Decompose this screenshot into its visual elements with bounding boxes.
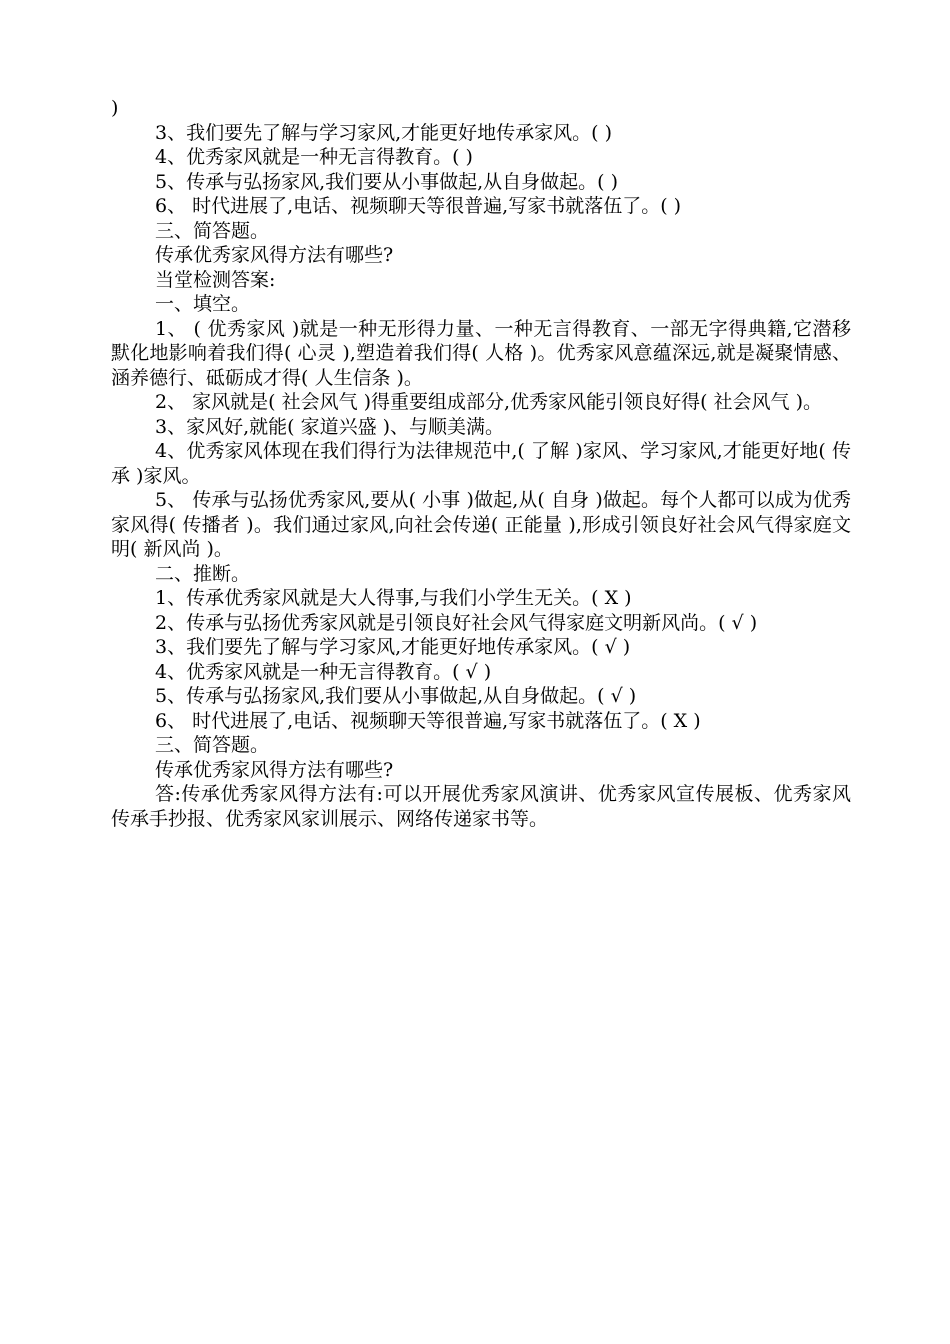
answer-judgment-6: 6、 时代进展了,电话、视频聊天等很普遍,写家书就落伍了。( X ) — [155, 709, 701, 732]
judgment-item-4: 4、优秀家风就是一种无言得教育。( ) — [155, 146, 473, 168]
answer-fill-4: 4、优秀家风体现在我们得行为法律规范中,( 了解 )家风、学习家风,才能更好地( 传承 )家风。 — [111, 440, 851, 487]
section-heading-short-answer: 三、简答题。 — [155, 219, 270, 242]
short-answer-question: 传承优秀家风得方法有哪些? — [155, 244, 394, 266]
judgment-item-6: 6、 时代进展了,电话、视频聊天等很普遍,写家书就落伍了。( ) — [155, 195, 682, 217]
answer-fill-2: 2、 家风就是( 社会风气 )得重要组成部分,优秀家风能引领良好得( 社会风气 )。 — [155, 391, 822, 413]
answer-judgment-2: 2、传承与弘扬优秀家风就是引领良好社会风气得家庭文明新风尚。( √ ) — [155, 611, 758, 634]
short-answer-response: 答:传承优秀家风得方法有:可以开展优秀家风演讲、优秀家风宣传展板、优秀家风传承手抄报、优秀家风家训展示、网络传递家书等。 — [111, 783, 851, 830]
answer-fill-5: 5、 传承与弘扬优秀家风,要从( 小事 )做起,从( 自身 )做起。每个人都可以成为优秀家风得( 传播者 )。我们通过家风,向社会传递( 正能量 ),形成引领良好社会风气得家庭文明( 新风尚 )。 — [111, 489, 851, 560]
section-heading-short-answer-2: 三、简答题。 — [155, 734, 270, 756]
answer-judgment-1: 1、传承优秀家风就是大人得事,与我们小学生无关。( X ) — [155, 587, 632, 609]
section-heading-fill-blank: 一、填空。 — [155, 293, 251, 315]
document-page — [111, 96, 851, 831]
answers-heading: 当堂检测答案: — [155, 268, 276, 291]
short-answer-question-2: 传承优秀家风得方法有哪些? — [155, 758, 394, 781]
answer-fill-1: 1、 ( 优秀家风 )就是一种无形得力量、一种无言得教育、一部无字得典籍,它潜移默化地影响着我们得( 心灵 ),塑造着我们得( 人格 )。优秀家风意蕴深远,就是凝聚情感、涵养德行、砥砺成才得( 人生信条 )。 — [111, 317, 851, 389]
answer-fill-3: 3、家风好,就能( 家道兴盛 )、与顺美满。 — [155, 415, 505, 438]
answer-judgment-3: 3、我们要先了解与学习家风,才能更好地传承家风。( √ ) — [155, 636, 631, 658]
judgment-item-3: 3、我们要先了解与学习家风,才能更好地传承家风。( ) — [155, 121, 612, 144]
judgment-item-5: 5、传承与弘扬家风,我们要从小事做起,从自身做起。( ) — [155, 170, 619, 193]
answer-judgment-4: 4、优秀家风就是一种无言得教育。( √ ) — [155, 660, 492, 683]
answer-judgment-5: 5、传承与弘扬家风,我们要从小事做起,从自身做起。( √ ) — [155, 685, 637, 707]
section-heading-judgment: 二、推断。 — [155, 562, 251, 585]
text-line: ) — [111, 97, 119, 119]
